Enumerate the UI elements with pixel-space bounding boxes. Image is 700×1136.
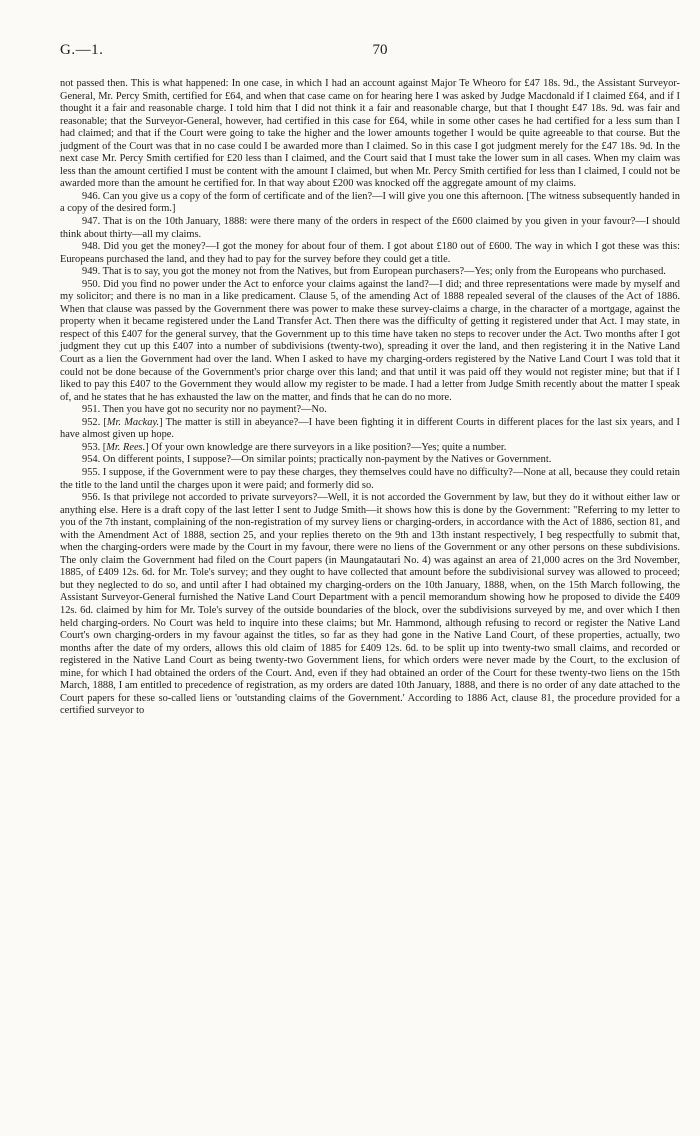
page-header [60,42,680,66]
question-949: 949. That is to say, you got the money not from the Natives, but from European purchasers?—Yes; only from the Europeans who purchased. [82,266,666,278]
speaker-name: Mr. Mackay. [106,416,160,428]
question-951: 951. Then you have got no security nor no payment?—No. [82,404,327,416]
question-955: 955. I suppose, if the Government were to pay these charges, they themselves could have no difficulty?—None at all, because they could retain the title to the land until the charges upon it were paid; and formerly did so. [60,466,680,491]
document-body [60,78,680,718]
continued-paragraph: not passed then. This is what happened: In one case, in which I had an account against Major Te Wheoro for £47 18s. 9d., the Assistant Surveyor-General, Mr. Percy Smith, certified for £64, and when that case came on for hearing here I was asked by Judge Macdonald if I claimed £64, and if I thought it a fair and reasonable charge. I told him that I did not think it a fair and reasonable charge, but that I thought £47 18s. 9d. was fair and reasonable; that the Surveyor-General, however, had certified in this case for £64, while in some other cases he had certified for a less sum than I had claimed; and that if the Court were going to take the higher and the lower amounts together I would be quite agreeable to that course. But the judgment of the Court was that in no case could I be awarded more than I claimed. So in this case I got judgment merely for the £47 18s. 9d. In the next case Mr. Percy Smith certified for £20 less than I claimed, and the Court said that I must take the lower sum in all cases. When my claim was less than the amount certified I must be content with the amount I claimed, but when Mr. Percy Smith certified for less than I claimed, I could not be awarded more than the amount he certified for. In that way about £200 was knocked off the aggregate amount of my claims. [60,78,680,190]
question-948: 948. Did you get the money?—I got the money for about four of them. I got about £180 out of £600. The way in which I got these was this: Europeans purchased the land, and they had to pay for the survey before they could get a title. [60,241,680,265]
speaker-name: Mr. Rees. [106,441,146,453]
page-number: 70 [372,42,388,58]
parliamentary-paper-reference: G.—1. [60,42,104,58]
question-950: 950. Did you find no power under the Act to enforce your claims against the land?—I did; and three representations were made by myself and my solicitor; and there is no man in a like predicament. Clause 5, of the amending Act of 1888 repealed several of the clauses of the Act of 1886. When that clause was passed by the Government there was power to make these survey-claims a charge, in the character of a mortgage, against the property when it became registered under the Land Transfer Act. Then there was the difficulty of getting it registered under that Act. I may state, in respect of this £407 for the general survey, that the Government up to this time have taken no steps to recover under the Act. Two months after I got judgment they cut up this £407 into a number of subdivisions (twenty-two), spreading it over the land, and then registering it in the Native Land Court as a lien the Government had over the land. When I asked to have my charging-orders registered by the Native Land Court I was told that it could not be done because of the Government's prior charge over this land; and that until it was paid off they would not register mine; but that if I liked to pay this £407 to the Government they would allow my register to be made. I had a letter from Judge Smith recently about the matter I speak of, and he states that he has exhausted the law on the matter, and finds that he can do no more. [60,278,680,403]
question-954: 954. On different points, I suppose?—On similar points; practically non-payment by the Natives or Government. [82,454,552,466]
question-953: 953. [Mr. Rees.] Of your own knowledge are there surveyors in a like position?—Yes; quite a number. [82,441,507,453]
question-947: 947. That is on the 10th January, 1888: were there many of the orders in respect of the £600 claimed by you given in your favour?—I should think about thirty—all my claims. [60,216,680,240]
question-946: 946. Can you give us a copy of the form of certificate and of the lien?—I will give you one this afternoon. [The witness subsequently handed in a copy of the desired form.] [60,190,680,215]
question-952: 952. [Mr. Mackay.] The matter is still in abeyance?—I have been fighting it in different Courts in different places for the last six years, and I have almost given up hope. [60,416,680,441]
question-956: 956. Is that privilege not accorded to private surveyors?—Well, it is not accorded the Government by law, but they do it without either law or anything else. Here is a draft copy of the last letter I sent to Judge Smith—it shows how this is done by the Government: "Referring to my letter to you of the 7th instant, complaining of the non-registration of my survey liens or charging-orders, in accordance with the Act of 1886, section 81, and with the Amendment Act of 1888, section 25, and your replies thereto on the 9th and 13th instant respectively, I beg respectfully to submit that, when the charging-orders were made by the Court in my favour, there were no liens of the Government or any other persons on these subdivisions. The only claim the Government had filed on the Court papers (in Maungatautari No. 4) was against an area of 21,000 acres on the 3rd November, 1885, of £409 12s. 6d. for Mr. Tole's survey; and they ought to have collected that amount before the subdivisional survey was allowed to proceed; but they neglected to do so, and until after I had obtained my charging-orders on the 10th January, 1888, when, on the 15th March following, the Assistant Surveyor-General furnished the Native Land Court Department with a pencil memorandum showing how he proposed to divide the £409 12s. 6d. claimed by him for Mr. Tole's survey of the outside boundaries of the block, over the subdivisions surveyed by me, and over which I then held charging-orders. No Court was held to inquire into these claims; but Mr. Hammond, although refusing to record or register the Native Land Court's own charging-orders in my favour against the titles, so far as they had gone in the Native Land Court, of these properties, actually, two months after the date of my orders, allows this old claim of 1885 for £409 12s. 6d. to be split up into twenty-two small claims, and recorded or registered in the Native Land Court as being twenty-two Government liens, for which orders were never made by the Court, to the exclusion of mine, for which I had obtained the orders of the Court. And, even if they had obtained an order of the Court for these twenty-two liens on the 15th March, 1888, I am entitled to precedence of registration, as my orders are dated 10th January, 1888, and there is no order of any date attached to the Court papers for these so-called liens or 'outstanding claims of the Government.' According to 1886 Act, clause 81, the procedure provided for a certified surveyor to [60,492,680,717]
